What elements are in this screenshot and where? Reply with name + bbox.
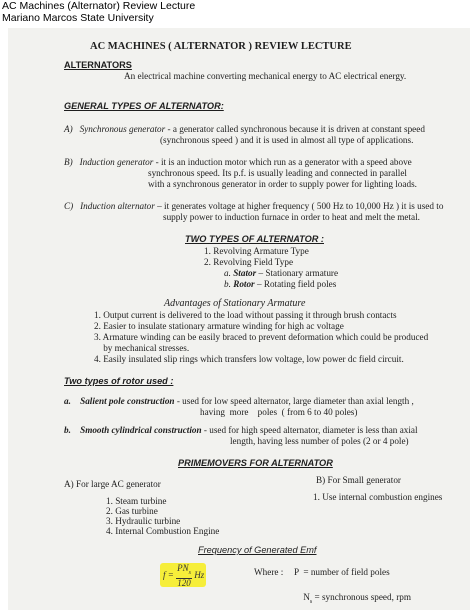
- large-item-2: 2. Gas turbine: [106, 506, 158, 516]
- type-a-marker: A): [64, 124, 73, 134]
- sub-type-rotor: [224, 279, 336, 290]
- frequency-formula: [163, 564, 204, 588]
- large-item-4: 4. Internal Combustion Engine: [106, 526, 220, 536]
- large-item-1: 1. Steam turbine: [106, 496, 167, 506]
- type-a-desc-1: - a generator called synchronous because it is driven at constant speed: [167, 124, 425, 134]
- formula-numerator: $PN_s$: [176, 564, 192, 579]
- formula-fraction: [176, 564, 192, 588]
- two-types-item-1: 1. Revolving Armature Type: [204, 246, 309, 256]
- type-a-line-1: [64, 124, 425, 135]
- small-generator-heading: B) For Small generator: [316, 475, 401, 485]
- where-ns-definition: $N_s$ = synchronous speed, rpm: [303, 592, 412, 605]
- advantage-4: 4. Easily insulated slip rings which transfers low voltage, low power dc field circuit.: [94, 354, 404, 364]
- rotor-types-heading: Two types of rotor used :: [64, 376, 174, 386]
- header-line-2: Mariano Marcos State University: [2, 12, 154, 24]
- type-c-desc-1: – it generates voltage at higher frequency ( 500 Hz to 10,000 Hz ) it is used to: [157, 201, 444, 211]
- where-label: Where :: [254, 567, 284, 577]
- advantages-heading: Advantages of Stationary Armature: [164, 298, 306, 309]
- header-line-1: AC Machines (Alternator) Review Lecture: [2, 0, 196, 12]
- rotor-b-name: Smooth cylindrical construction: [80, 425, 202, 435]
- rotor-b-desc-1: - used for high speed alternator, diameter is less than axial: [203, 425, 418, 435]
- advantage-3-cont: by mechanical stresses.: [94, 343, 190, 353]
- large-generator-heading: A) For large AC generator: [64, 479, 161, 489]
- scanned-page: [8, 28, 470, 610]
- alternators-heading: ALTERNATORS: [64, 60, 132, 70]
- sub-type-stator: [224, 268, 338, 279]
- small-item-1: 1. Use internal combustion engines: [313, 492, 443, 502]
- formula-unit: Hz: [194, 569, 205, 580]
- type-c-marker: C): [64, 201, 74, 211]
- sub-type-a-name: Stator: [233, 268, 257, 278]
- sub-type-b-marker: b.: [224, 279, 231, 289]
- sub-type-b-desc: – Rotating field poles: [256, 279, 337, 289]
- formula-denominator: 120: [177, 577, 191, 588]
- advantage-3: 3. Armature winding can be easily braced to prevent deformation which could be produced: [94, 332, 429, 342]
- type-c-name: Induction alternator: [80, 201, 155, 211]
- sub-type-a-marker: a.: [224, 268, 231, 278]
- sub-type-a-desc: – Stationary armature: [258, 268, 339, 278]
- type-b-desc-2: synchronous speed. Its p.f. is usually leading and connected in parallel: [148, 168, 407, 178]
- formula-lhs: f =: [163, 569, 174, 580]
- type-b-marker: B): [64, 157, 73, 167]
- rotor-b-line-1: [64, 425, 418, 436]
- rotor-b-marker: b.: [64, 425, 71, 435]
- rotor-a-name: Salient pole construction: [80, 396, 175, 406]
- type-b-desc-3: with a synchronous generator in order to supply power for lighting loads.: [148, 179, 417, 189]
- rotor-a-line-1: [64, 396, 414, 407]
- type-b-name: Induction generator: [79, 157, 154, 167]
- where-p-definition: P = number of field poles: [294, 567, 390, 577]
- page-header: [2, 0, 195, 24]
- two-types-heading: TWO TYPES OF ALTERNATOR :: [185, 234, 324, 244]
- type-b-desc-1: - it is an induction motor which run as a generator with a speed above: [155, 157, 412, 167]
- advantage-2: 2. Easier to insulate stationary armature winding for high ac voltage: [94, 321, 344, 331]
- rotor-a-desc-2: having more poles ( from 6 to 40 poles): [200, 407, 358, 417]
- rotor-b-desc-2: length, having less number of poles (2 or 4 pole): [230, 436, 409, 446]
- rotor-a-desc-1: - used for low speed alternator, large diameter than axial length ,: [176, 396, 414, 406]
- sub-type-b-name: Rotor: [233, 279, 255, 289]
- type-b-line-1: [64, 157, 412, 168]
- rotor-a-marker: a.: [64, 396, 71, 406]
- alternators-definition: An electrical machine converting mechanical energy to AC electrical energy.: [124, 71, 407, 81]
- frequency-heading: Frequency of Generated Emf: [198, 545, 317, 555]
- two-types-item-2: 2. Revolving Field Type: [204, 257, 294, 267]
- type-c-line-1: [64, 201, 443, 212]
- type-a-name: Synchronous generator: [79, 124, 166, 134]
- type-a-desc-2: (synchronous speed ) and it is used in almost all type of applications.: [160, 135, 414, 145]
- document-title: AC MACHINES ( ALTERNATOR ) REVIEW LECTURE: [90, 41, 352, 52]
- general-types-heading: GENERAL TYPES OF ALTERNATOR:: [64, 101, 224, 111]
- primemovers-heading: PRIMEMOVERS FOR ALTERNATOR: [178, 458, 333, 468]
- large-item-3: 3. Hydraulic turbine: [106, 516, 181, 526]
- type-c-desc-2: supply power to induction furnace in order to heat and melt the metal.: [163, 212, 420, 222]
- advantage-1: 1. Output current is delivered to the load without passing it through brush contacts: [94, 310, 397, 320]
